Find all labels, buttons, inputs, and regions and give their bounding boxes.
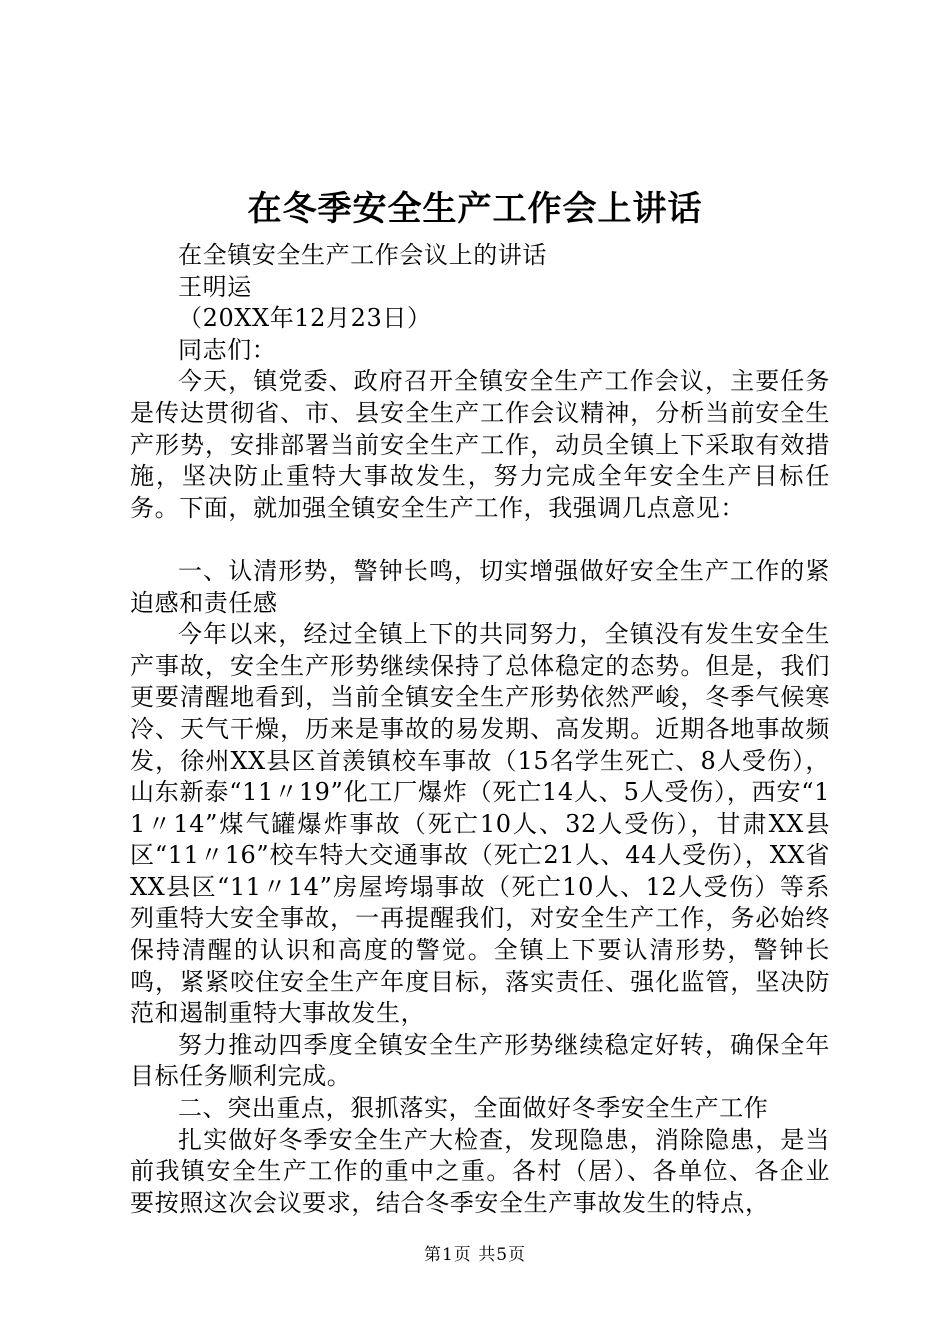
speaker-name: 王明运 (178, 272, 252, 301)
section-1-paragraph-2: 努力推动四季度全镇安全生产形势继续稳定好转，确保全年目标任务顺利完成。 (130, 1030, 830, 1091)
document-body (130, 240, 830, 1219)
section-1-paragraph-1: 今年以来，经过全镇上下的共同努力，全镇没有发生安全生产事故，安全生产形势继续保持了总体稳定的态势。但是，我们更要清醒地看到，当前全镇安全生产形势依然严峻，冬季气候寒冷、天气干燥，历来是事故的易发期、高发期。近期各地事故频发，徐州XX县区首羡镇校车事故（15名学生死亡、8人受伤），山东新泰“11〃19”化工厂爆炸（死亡14人、5人受伤），西安“11〃14”煤气罐爆炸事故（死亡10人、32人受伤），甘肃XX县区“11〃16”校车特大交通事故（死亡21人、44人受伤），XX省XX县区“11〃14”房屋垮塌事故（死亡10人、12人受伤）等系列重特大安全事故，一再提醒我们，对安全生产工作，务必始终保持清醒的认识和高度的警觉。全镇上下要认清形势，警钟长鸣，紧紧咬住安全生产年度目标，落实责任、强化监管，坚决防范和遏制重特大事故发生， (130, 620, 830, 1028)
section-2-paragraph-1: 扎实做好冬季安全生产大检查，发现隐患，消除隐患，是当前我镇安全生产工作的重中之重。各村（居）、各单位、各企业要按照这次会议要求，结合冬季安全生产事故发生的特点， (130, 1125, 830, 1217)
paragraph-gap (130, 524, 830, 556)
page-footer: 第1页 共5页 (423, 1245, 527, 1265)
speech-subtitle: 在全镇安全生产工作会议上的讲话 (178, 241, 547, 269)
section-heading-2: 二、突出重点，狠抓落实，全面做好冬季安全生产工作 (178, 1094, 769, 1123)
speech-date: （20XX年12月23日） (178, 304, 432, 333)
salutation: 同志们： (178, 335, 277, 364)
document-title: 在冬季安全生产工作会上讲话 (247, 189, 703, 229)
intro-paragraph: 今天，镇党委、政府召开全镇安全生产工作会议，主要任务是传达贯彻省、市、县安全生产工作会议精神，分析当前安全生产形势，安排部署当前安全生产工作，动员全镇上下采取有效措施，坚决防止重特大事故发生，努力完成全年安全生产目标任务。下面，就加强全镇安全生产工作，我强调几点意见： (130, 367, 830, 522)
section-heading-1: 一、认清形势，警钟长鸣，切实增强做好安全生产工作的紧迫感和责任感 (130, 556, 830, 617)
